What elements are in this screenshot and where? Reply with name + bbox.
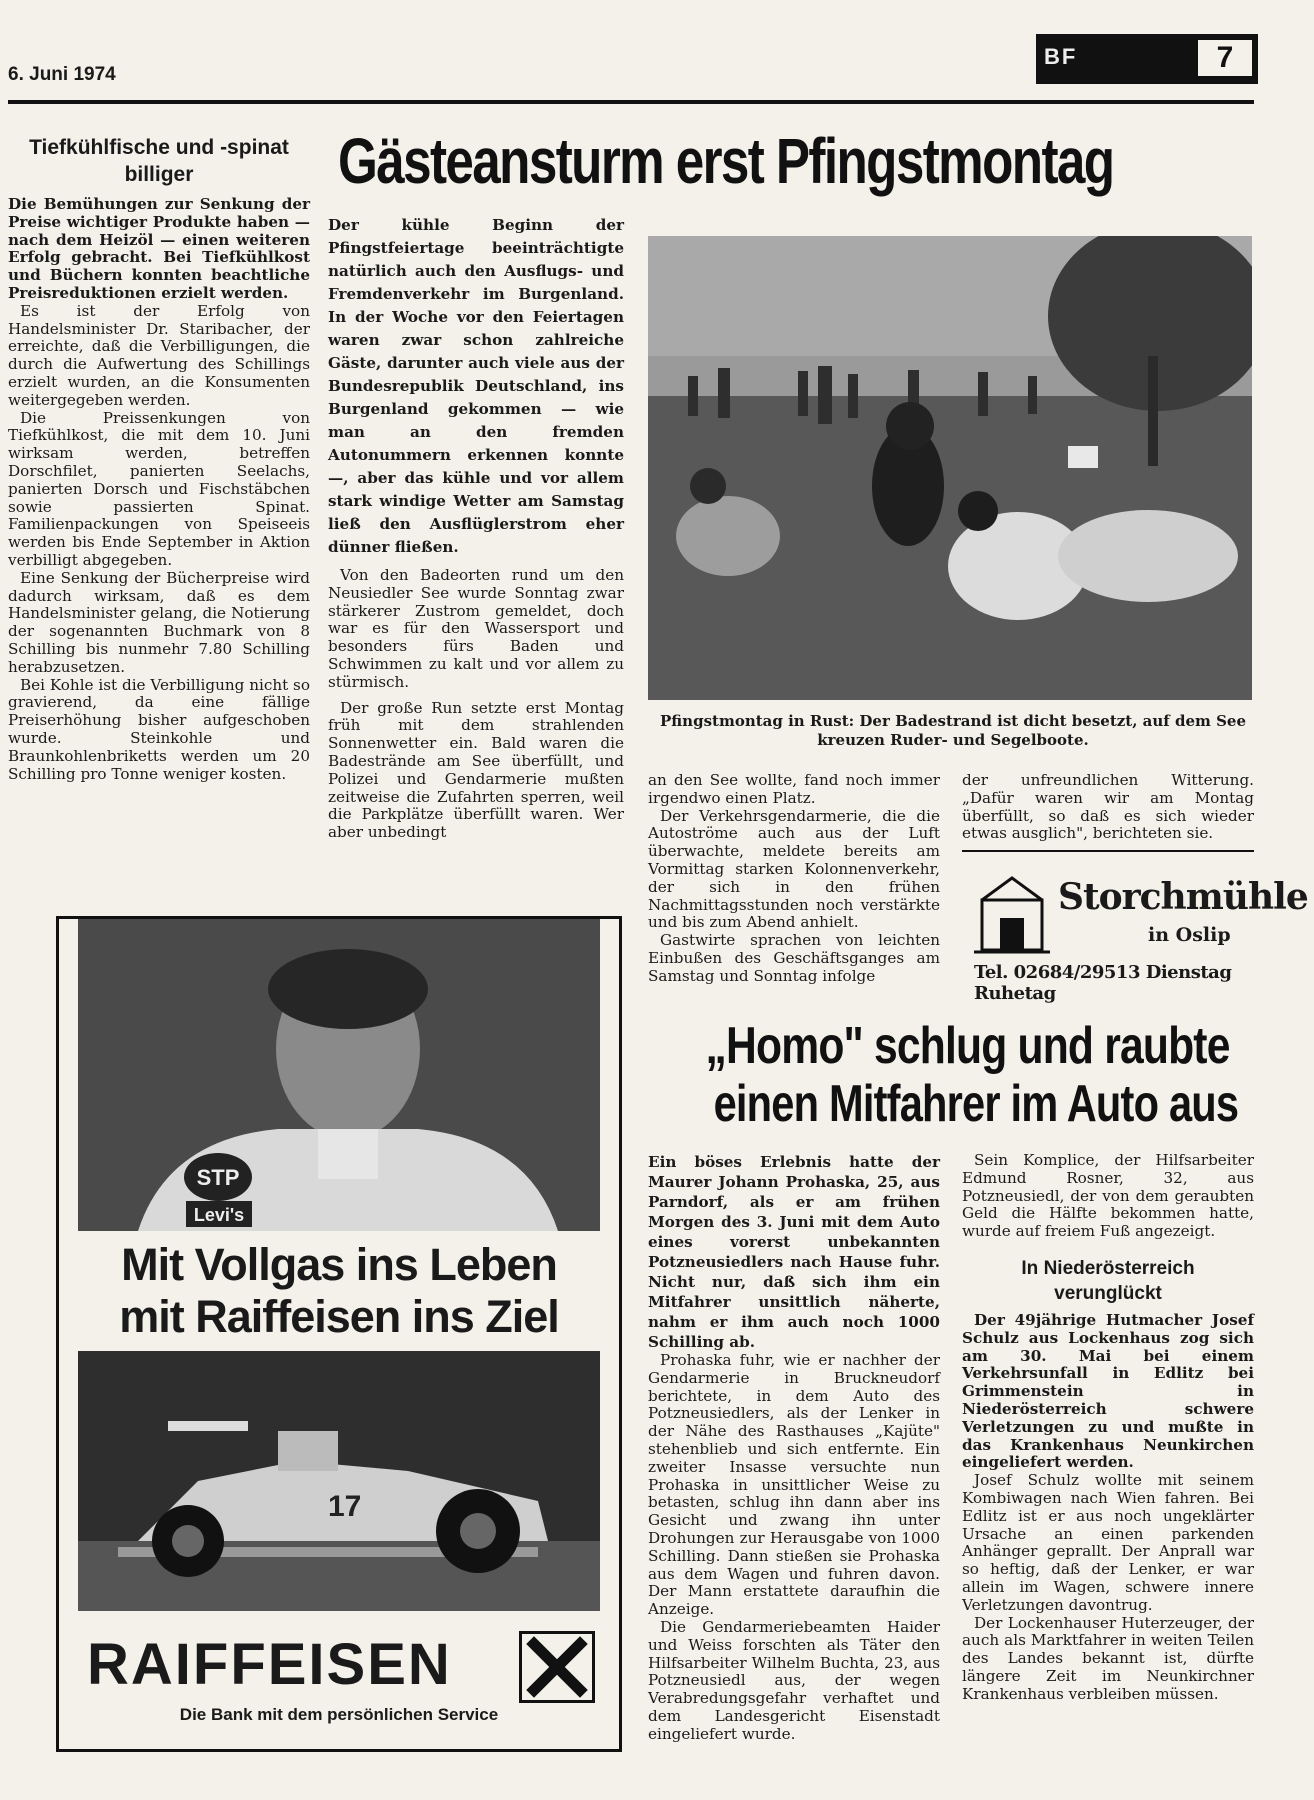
article-lead: Der 49jährige Hutmacher Josef Schulz aus Lockenhaus zog sich am 30. Mai bei einem Verkehrsunfall in Edlitz bei Grimmenstein in Niederösterreich schwere Verletzungen zu und mußte in das Krankenhaus Neunkirchen eingeliefert werden. xyxy=(962,1311,1254,1472)
article-lead: Die Bemühungen zur Senkung der Preise wichtiger Produkte haben — nach dem Heizöl — einen weiteren Erfolg gebracht. Bei Tiefkühlkost und Büchern konnten beachtliche Preisreduktionen erzielt werden. xyxy=(8,195,310,302)
article-paragraph: Der große Run setzte erst Montag früh mit dem strahlenden Sonnenwetter ein. Bald waren die Badestrände am See überfüllt, und Polizei und Gendarmerie mußten zeitweise die Zufahrten sperren, weil die Parkplätze überfüllt waren. Wer aber unbedingt xyxy=(328,698,624,842)
article-gaeste-col1 xyxy=(328,214,624,842)
raiffeisen-logo xyxy=(519,1631,595,1703)
homo-headline-line2: einen Mitfahrer im Auto aus xyxy=(713,1075,1239,1133)
article-body xyxy=(962,1312,1254,1704)
raiffeisen-tagline: Die Bank mit dem persönlichen Service xyxy=(179,1705,499,1724)
article-paragraph: Sein Komplice, der Hilfsarbeiter Edmund Rosner, 32, aus Potzneusiedl, der von dem geraubten Geld die Hälfte bekommen hatte, wurde auf freiem Fuß angezeigt. xyxy=(962,1151,1254,1241)
raiffeisen-brand: RAIFFEISEN xyxy=(87,1632,452,1697)
page-date: 6. Juni 1974 xyxy=(8,64,116,85)
article-lead: Ein böses Erlebnis hatte der Maurer Johann Prohaska, 25, aus Parndorf, als er am frühen Morgen des 3. Juni mit dem Auto eines vorerst unbekannten Potzneusiedlers nach Hause fuhr. Nicht nur, daß sich ihm ein Mitfahrer unsittlich näherte, nahm er ihm auch noch 1000 Schilling ab. xyxy=(648,1153,940,1351)
article-paragraph: Josef Schulz wollte mit seinem Kombiwagen nach Wien fahren. Bei Edlitz ist er aus noch ungeklärter Ursache an einen parkenden Anhänger geprallt. Der Anprall war so heftig, daß der Lenker, er war allein im Wagen, schwere innere Verletzungen davontrug. xyxy=(962,1471,1254,1614)
raiffeisen-ad xyxy=(56,916,622,1752)
article-paragraph: Die Preissenkungen von Tiefkühlkost, die mit dem 10. Juni wirksam werden, betreffen Dorschfilet, panierten Seelachs, panierten Dorsch und Fischstäbchen sowie passierten Spinat. Familienpackungen von Speiseeis werden bis Ende September in Aktion verbilligt abgegeben. xyxy=(8,408,310,569)
article-paragraph: an den See wollte, fand noch immer irgendwo einen Platz. xyxy=(648,771,940,807)
driver-portrait-image xyxy=(78,919,600,1231)
storchmuehle-place: in Oslip xyxy=(1148,924,1231,946)
article-headline: Tiefkühlfische und -spinat billiger xyxy=(29,136,289,186)
article-gaeste-col2 xyxy=(648,772,940,986)
homo-headline-line1: „Homo" schlug und raubte xyxy=(705,1017,1230,1075)
beach-scene-image xyxy=(648,236,1252,700)
storchmuehle-name: Storchmühle xyxy=(1058,876,1308,918)
article-body xyxy=(8,196,310,783)
mill-icon xyxy=(972,870,1052,956)
driver-portrait xyxy=(78,919,600,1231)
section-label: BF xyxy=(1044,44,1078,69)
levis-badge: Levi's xyxy=(193,1205,245,1225)
article-paragraph: Der Verkehrsgendarmerie, die die Autoströme auch aus der Luft überwachte, meldete bereits am Vormittag starken Kolonnenverkehr, der sich in den frühen Nachmittagsstunden noch verstärkte und bis zum Abend anhielt. xyxy=(648,806,940,932)
article-paragraph: Die Gendarmeriebeamten Haider und Weiss forschten als Täter den Hilfsarbeiter Wilhelm Buchta, 23, aus Potzneusiedl aus, der wegen Verabredungsgefahr verhaftet und dem Landesgericht Eisenstadt eingeliefert wurde. xyxy=(648,1617,940,1743)
article-paragraph: der unfreundlichen Witterung. „Dafür waren wir am Montag überfüllt, so daß es sich wieder etwas ausglich", berichteten sie. xyxy=(962,771,1254,843)
ad-slogan-line2: mit Raiffeisen ins Ziel xyxy=(119,1291,559,1342)
article-paragraph: Von den Badeorten rund um den Neusiedler See wurde Sonntag zwar stärkerer Zustrom gemeldet, doch war es für den Wassersport und besonders fürs Baden und Schwimmen zu kalt und vor allem zu stürmisch. xyxy=(328,566,624,691)
page-number: 7 xyxy=(1198,40,1252,76)
article-lead: Der kühle Beginn der Pfingstfeiertage beeinträchtigte natürlich auch den Ausflugs- und Fremdenverkehr im Burgenland. In der Woche vor den Feiertagen waren zwar schon zahlreiche Gäste, darunter auch viele aus der Bundesrepublik Deutschland, ins Burgenland gekommen — wie man an den fremden Autonummern erkennen konnte —, aber das kühle und vor allem stark windige Wetter am Samstag ließ den Ausflüglerstrom eher dünner fließen. xyxy=(328,216,624,556)
stp-badge: STP xyxy=(196,1165,240,1190)
article-tiefkuehl xyxy=(8,134,310,783)
main-headline: Gästeansturm erst Pfingstmontag xyxy=(338,125,1114,197)
ad-slogan xyxy=(59,1239,619,1343)
racecar-image xyxy=(78,1351,600,1611)
article-headline: In Niederösterreich verunglückt xyxy=(1021,1258,1195,1304)
article-paragraph: Bei Kohle ist die Verbilligung nicht so gravierend, da eine fällige Preiserhöhung bisher aufgeschoben wurde. Steinkohle und Braunkohlenbriketts werden um 20 Schilling pro Tonne weniger kosten. xyxy=(8,675,310,783)
racecar-photo xyxy=(78,1351,600,1611)
article-paragraph: Prohaska fuhr, wie er nachher der Gendarmerie in Bruckneudorf berichtete, in dem Auto des Potzneusiedlers, als der Lenker in der Nähe des Rasthauses „Kajüte" stehenblieb und sich entfernte. Ein zweiter Insasse versuchte nun Prohaska in unsittlicher Weise zu betasten, schlug ihn dann aber ins Gesicht und zwang ihn unter Drohungen zur Herausgabe von 1000 Schilling. Dann stießen sie Prohaska aus dem Wagen und fuhren davon. Der Mann erstattete daraufhin die Anzeige. xyxy=(648,1351,940,1619)
article-niederoesterreich xyxy=(962,1256,1254,1704)
homo-headline xyxy=(648,1016,1258,1134)
article-gaeste-col3 xyxy=(962,772,1254,843)
column-divider xyxy=(962,850,1254,852)
article-paragraph: Eine Senkung der Bücherpreise wird dadurch wirksam, daß es dem Handelsminister gelang, die Notierung der sogenannten Buchmark von 8 Schilling bis nunmehr 7.80 Schilling herabzusetzen. xyxy=(8,568,310,676)
article-homo-col2 xyxy=(962,1152,1254,1241)
article-paragraph: Gastwirte sprachen von leichten Einbußen des Geschäftsganges am Samstag und Sonntag infolge xyxy=(648,931,940,985)
svg-text:17: 17 xyxy=(328,1490,362,1523)
article-homo-col1 xyxy=(648,1152,940,1744)
storchmuehle-tel: Tel. 02684/29513 Dienstag Ruhetag xyxy=(974,962,1232,1004)
header-rule xyxy=(8,100,1254,104)
page-flag xyxy=(1036,34,1258,84)
article-paragraph: Es ist der Erfolg von Handelsminister Dr. Staribacher, der erreichte, daß die Verbilligungen, die durch die Aufwertung des Schillings erzielt wurden, an die Konsumenten weitergegeben werden. xyxy=(8,301,310,409)
raiffeisen-cross-icon xyxy=(522,1634,592,1700)
article-paragraph: Der Lockenhauser Huterzeuger, der auch als Marktfahrer in weiten Teilen des Landes bekannt ist, dürfte längere Zeit im Neunkirchner Krankenhaus verbleiben müssen. xyxy=(962,1613,1254,1703)
storchmuehle-ad xyxy=(966,860,1308,1004)
beach-photo xyxy=(648,236,1252,700)
photo-caption: Pfingstmontag in Rust: Der Badestrand ist dicht besetzt, auf dem See kreuzen Ruder- und Segelboote. xyxy=(660,712,1246,749)
ad-slogan-line1: Mit Vollgas ins Leben xyxy=(121,1239,557,1290)
